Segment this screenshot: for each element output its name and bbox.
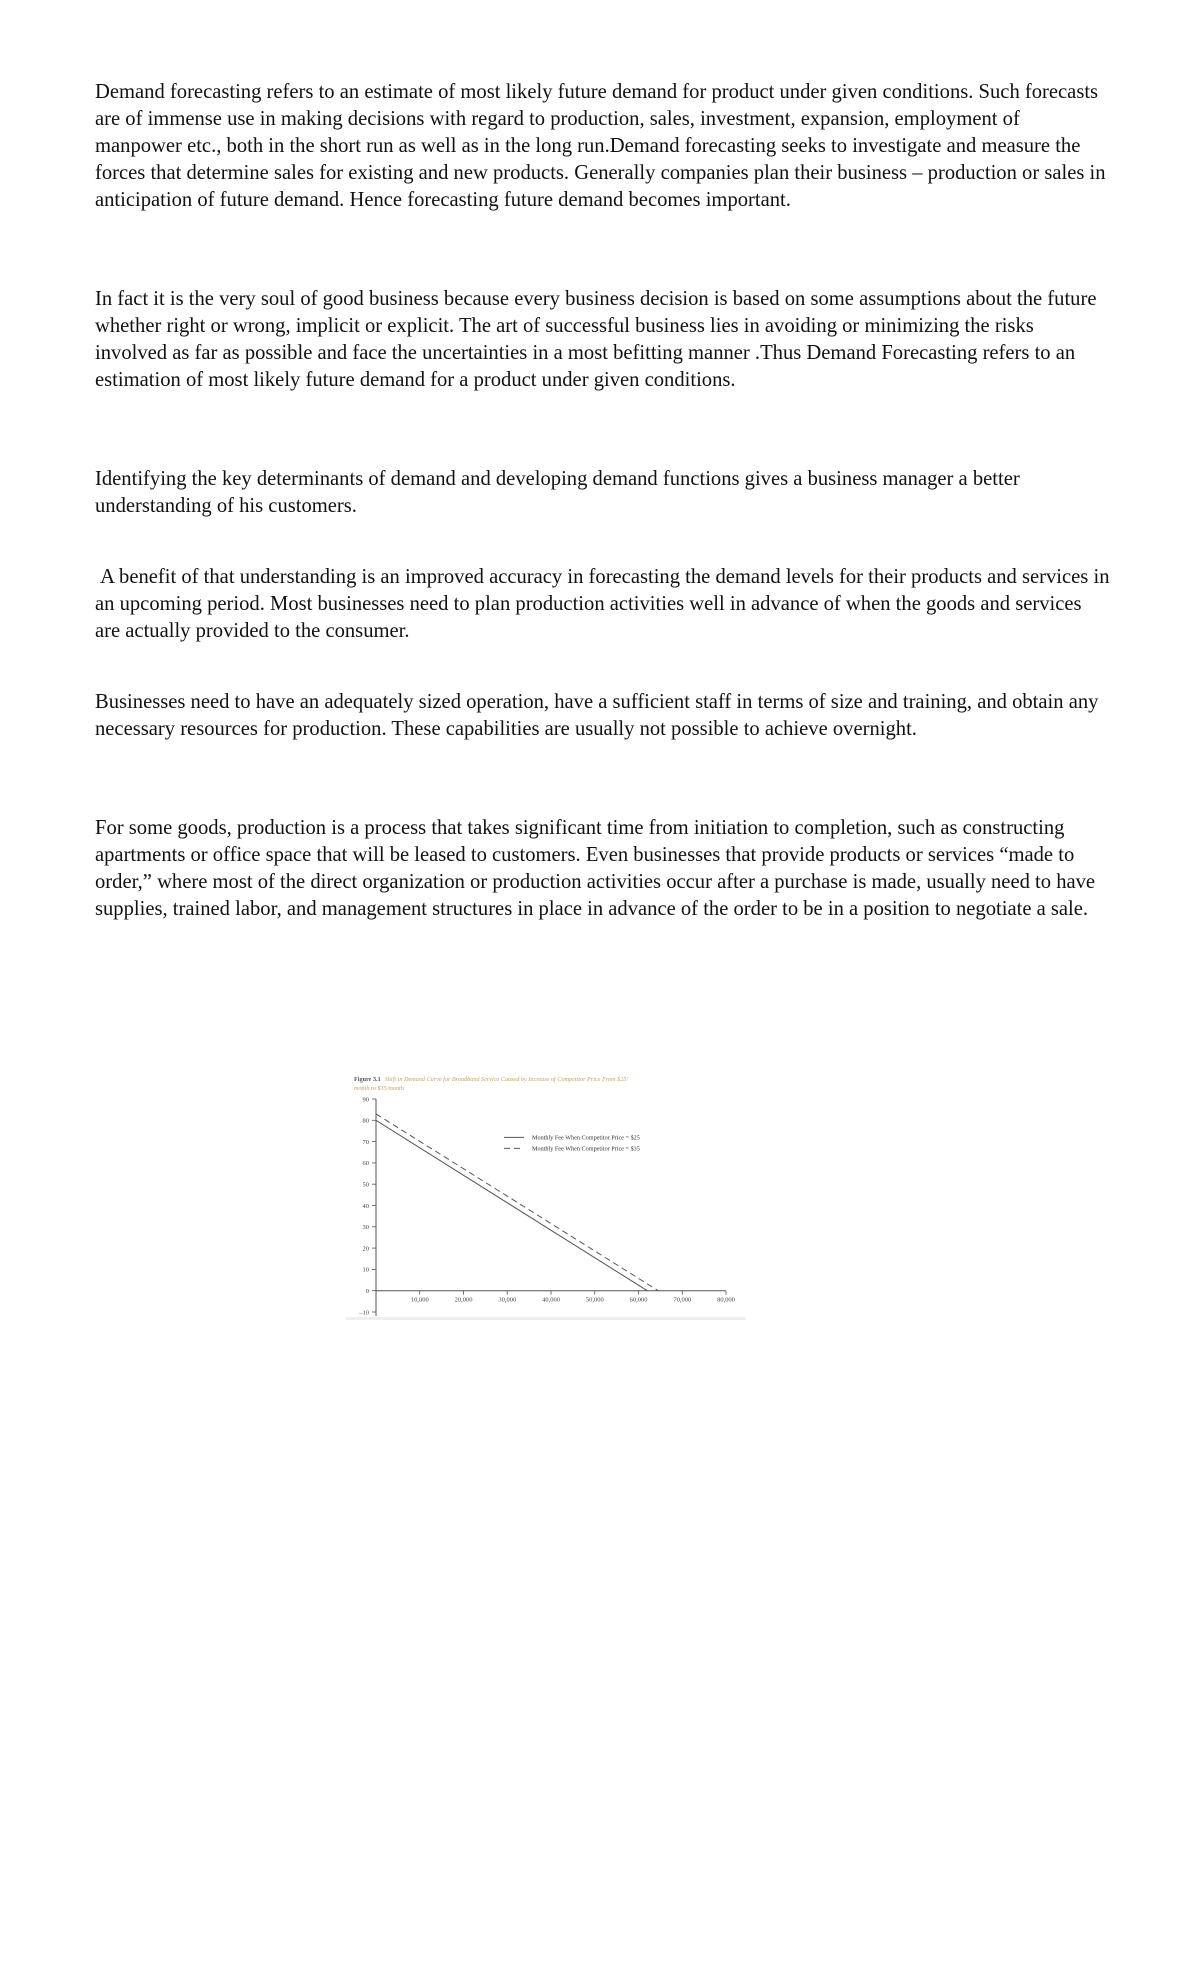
chart-title-line2: month to $35/month xyxy=(354,1085,404,1092)
x-tick-label: 70,000 xyxy=(673,1296,692,1304)
demand-curve-figure xyxy=(346,1068,746,1336)
paragraph-text: For some goods, production is a process that takes significant time from initiation to completion, such as constructing apartments or office space that will be leased to customers. Even businesses that provide products or services “made to order,” where most of the direct organization or production activities occur after a purchase is made, usually need to have supplies, trained labor, and management structures in place in advance of the order to be in a position to negotiate a sale. xyxy=(95,817,1096,920)
paragraph-key-determinants xyxy=(95,466,1110,520)
paragraph-text: Identifying the key determinants of demand and developing demand functions gives a business manager a better understanding of his customers. xyxy=(95,468,1020,517)
paragraph-text: Businesses need to have an adequately sized operation, have a sufficient staff in terms of size and training, and obtain any necessary resources for production. These capabilities are usually not possible to achieve overnight. xyxy=(95,691,1099,740)
x-tick-label: 80,000 xyxy=(717,1296,735,1304)
y-tick-label: 0 xyxy=(365,1288,369,1295)
x-tick-label: 20,000 xyxy=(454,1296,473,1304)
chart-title-text: Shift in Demand Curve for Broadband Service Caused by Increase of Competitor Price From $25/ xyxy=(384,1076,629,1083)
paragraph-text: In fact it is the very soul of good business because every business decision is based on some assumptions about the future whether right or wrong, implicit or explicit. The art of successful business lies in avoiding or minimizing the risks involved as far as possible and face the uncertainties in a most befitting manner .Thus Demand Forecasting refers to an estimation of most likely future demand for a product under given conditions. xyxy=(95,288,1097,391)
y-tick-label: 70 xyxy=(362,1138,369,1146)
y-tick-label: 30 xyxy=(362,1224,369,1232)
legend-label-1: Monthly Fee When Competitor Price = $25 xyxy=(532,1134,640,1142)
chart-title-lead: Figure 3.1 xyxy=(354,1076,381,1083)
y-tick-label: 10 xyxy=(362,1266,369,1274)
paragraph-text: A benefit of that understanding is an improved accuracy in forecasting the demand levels for their products and services in an upcoming period. Most businesses need to plan production activities well in advance of when the goods and services are actually provided to the consumer. xyxy=(95,566,1115,642)
x-tick-label: 40,000 xyxy=(542,1296,560,1304)
x-tick-label: 50,000 xyxy=(585,1296,604,1304)
paragraph-benefit-of-understanding xyxy=(95,564,1115,645)
chart-plot-area xyxy=(346,1096,746,1320)
x-tick-label: 30,000 xyxy=(498,1296,517,1304)
demand-curve-chart xyxy=(346,1068,746,1336)
x-tick-label: 60,000 xyxy=(629,1296,648,1304)
y-tick-label: 90 xyxy=(362,1096,369,1104)
paragraph-adequately-sized-operation xyxy=(95,689,1110,743)
y-tick-label: 50 xyxy=(362,1181,369,1189)
y-tick-label: 60 xyxy=(362,1160,369,1168)
y-tick-label: –10 xyxy=(359,1309,369,1317)
paragraph-demand-forecasting-definition xyxy=(95,79,1110,214)
paragraph-production-process-time xyxy=(95,815,1110,923)
y-tick-label: 20 xyxy=(362,1245,369,1253)
figure-bottom-border xyxy=(346,1317,746,1320)
y-tick-label: 80 xyxy=(362,1117,369,1125)
legend-label-2: Monthly Fee When Competitor Price = $35 xyxy=(532,1145,640,1153)
paragraph-text: Demand forecasting refers to an estimate of most likely future demand for product under given conditions. Such forecasts are of immense use in making decisions with regard to production, sales, investment, expansion, employment of manpower etc., both in the short run as well as in the long run.Demand forecasting seeks to investigate and measure the forces that determine sales for existing and new products. Generally companies plan their business – production or sales in anticipation of future demand. Hence forecasting future demand becomes important. xyxy=(95,81,1106,211)
paragraph-soul-of-business xyxy=(95,286,1110,394)
chart-title-line1 xyxy=(354,1076,629,1083)
y-tick-label: 40 xyxy=(362,1202,369,1210)
x-tick-label: 10,000 xyxy=(410,1296,429,1304)
